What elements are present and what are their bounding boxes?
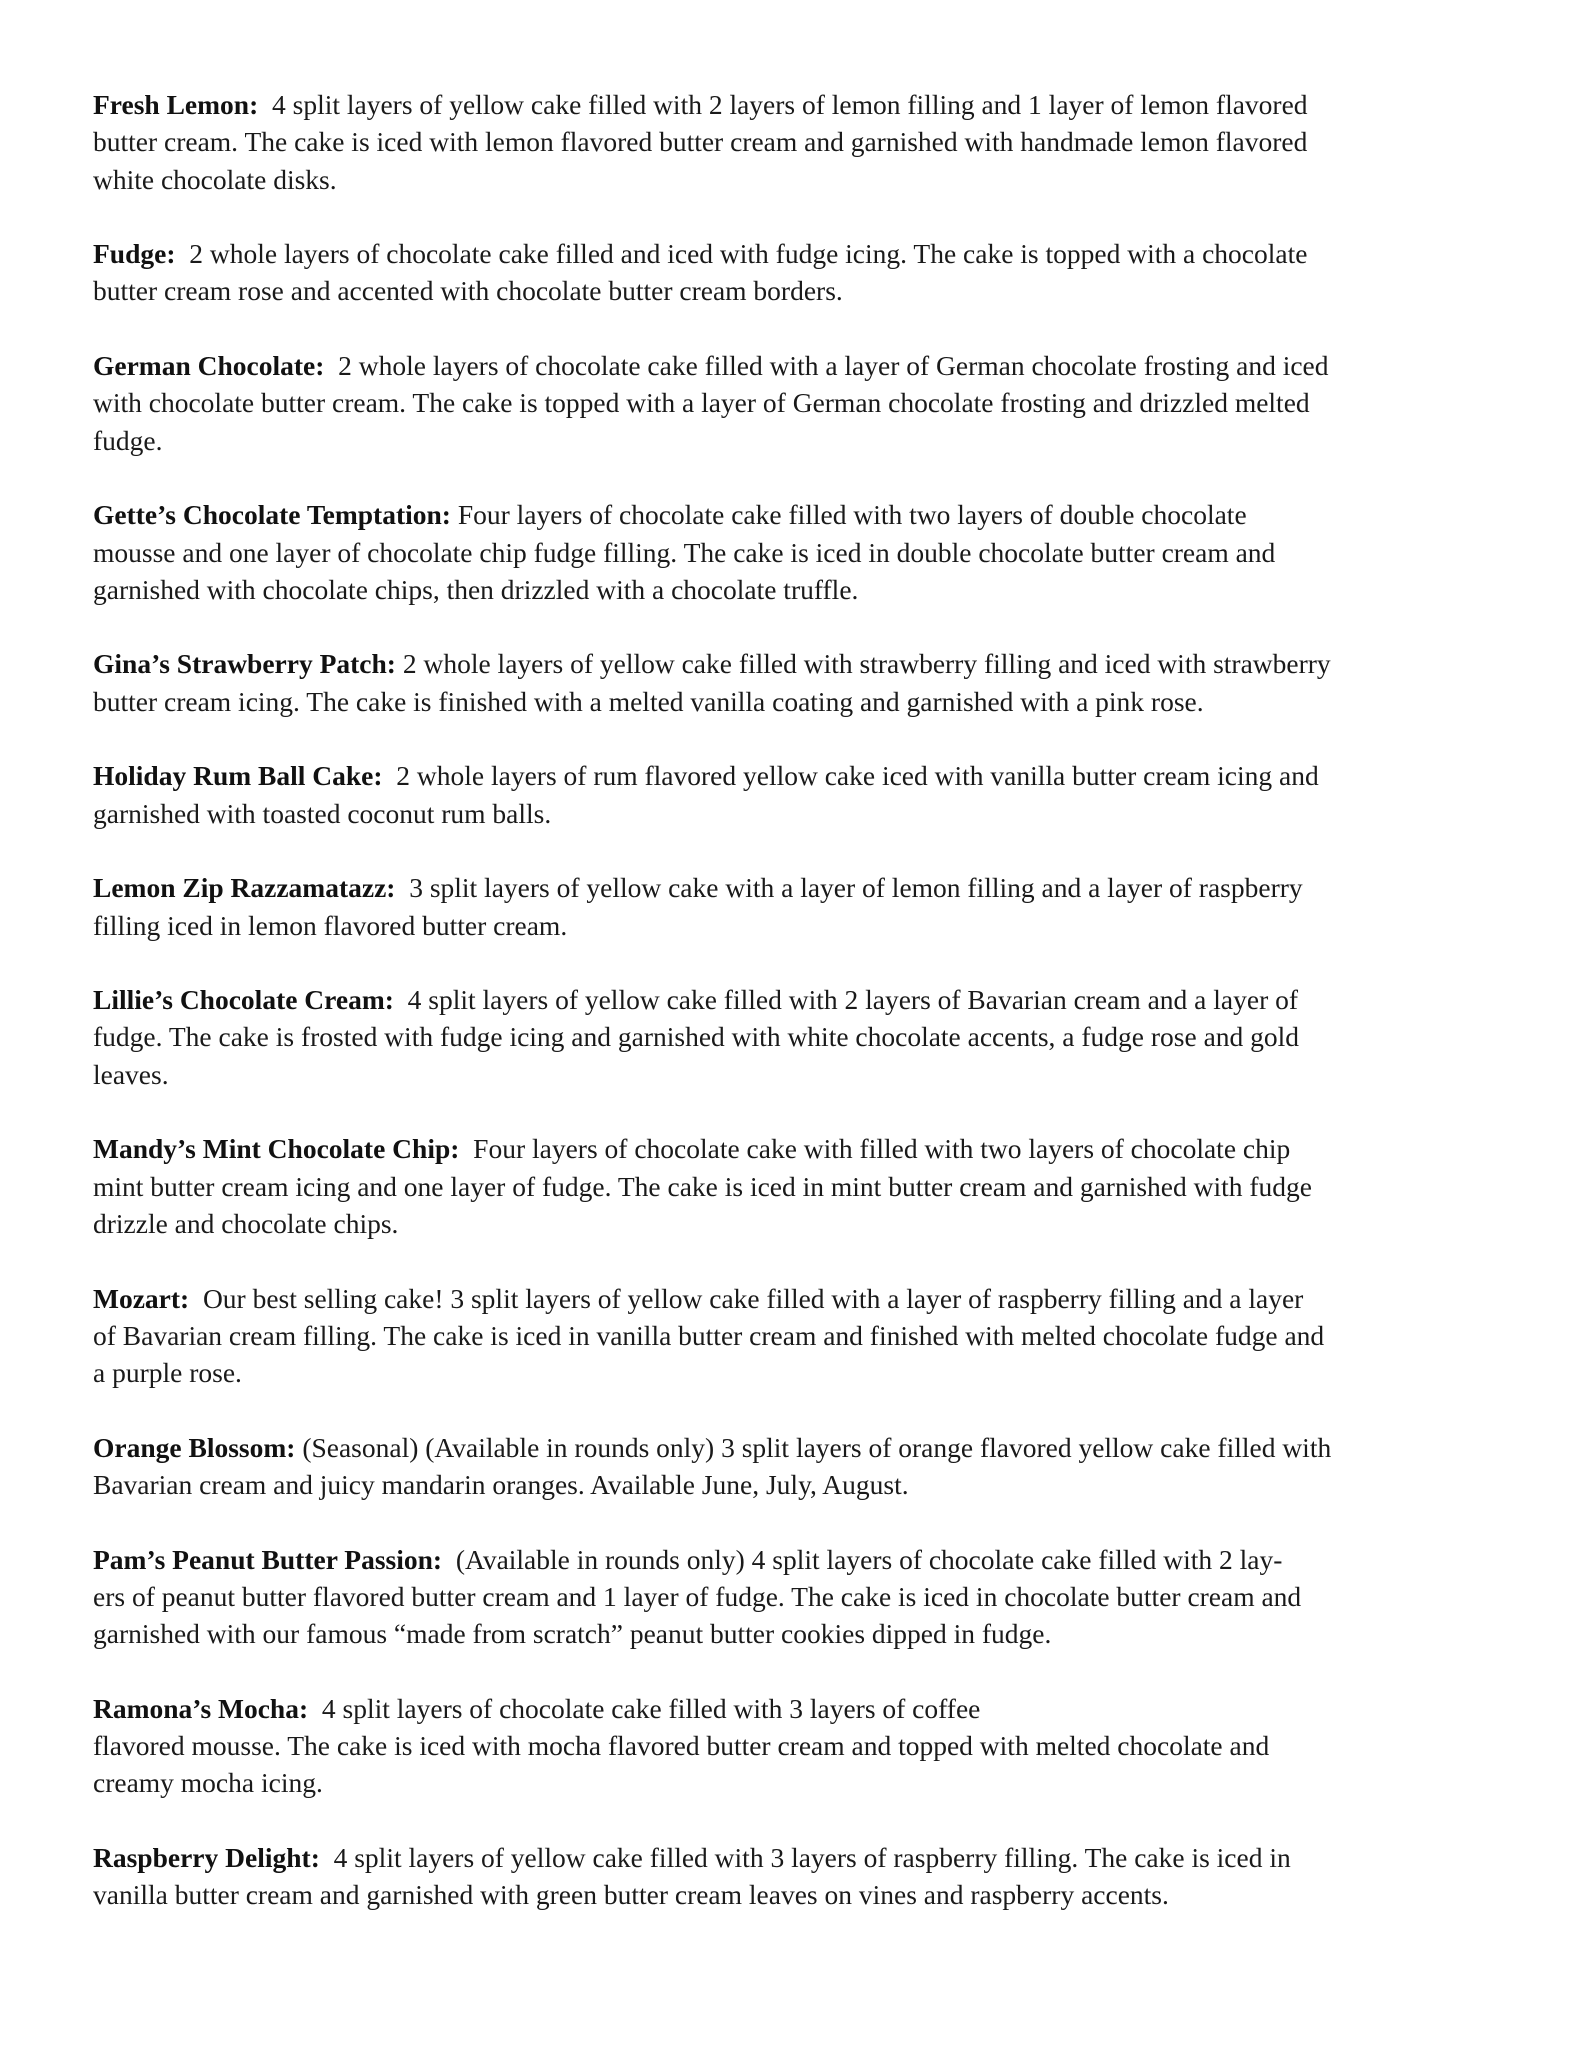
entry-line: a purple rose. <box>93 1357 242 1389</box>
entry-text: Four layers of chocolate cake filled with two layers of double chocolate <box>457 499 1247 531</box>
entry-text: 2 whole layers of yellow cake filled with strawberry filling and iced with strawberry <box>402 648 1331 680</box>
entry-orange-blossom <box>93 1429 1495 1504</box>
entry-line: garnished with chocolate chips, then drizzled with a chocolate truffle. <box>93 573 859 605</box>
entry-line <box>93 496 1495 533</box>
entry-text: (Available in rounds only) 4 split layers of chocolate cake filled with 2 lay- <box>455 1543 1283 1575</box>
entry-text: 3 split layers of yellow cake with a layer of lemon filling and a layer of raspberry <box>409 872 1303 904</box>
entry-line: mint butter cream icing and one layer of fudge. The cake is iced in mint butter cream and garnished with fudge <box>93 1170 1312 1202</box>
entry-line: filling iced in lemon flavored butter cream. <box>93 909 568 941</box>
entry-mandys-mint-chocolate-chip <box>93 1130 1495 1242</box>
cake-name: German Chocolate: <box>93 350 325 382</box>
cake-descriptions-document <box>93 86 1495 1951</box>
cake-name: Mandy’s Mint Chocolate Chip: <box>93 1133 460 1165</box>
entry-line <box>93 1280 1495 1317</box>
entry-line: white chocolate disks. <box>93 163 337 195</box>
entry-pams-peanut-butter-passion <box>93 1541 1495 1653</box>
entry-line: Bavarian cream and juicy mandarin oranges. Available June, July, August. <box>93 1468 909 1500</box>
entry-line <box>93 86 1495 123</box>
entry-line: butter cream rose and accented with chocolate butter cream borders. <box>93 275 843 307</box>
entry-line: mousse and one layer of chocolate chip fudge filling. The cake is iced in double chocolate butter cream and <box>93 536 1276 568</box>
entry-german-chocolate <box>93 347 1495 459</box>
entry-text: 4 split layers of yellow cake filled with 3 layers of raspberry filling. The cake is iced in <box>333 1841 1291 1873</box>
entry-line: vanilla butter cream and garnished with green butter cream leaves on vines and raspberry accents. <box>93 1879 1169 1911</box>
entry-text: 2 whole layers of rum flavored yellow cake iced with vanilla butter cream icing and <box>396 760 1319 792</box>
entry-line: flavored mousse. The cake is iced with mocha flavored butter cream and topped with melted chocolate and <box>93 1730 1270 1762</box>
entry-line <box>93 1429 1495 1466</box>
entry-line: garnished with toasted coconut rum balls. <box>93 797 552 829</box>
entry-line: fudge. The cake is frosted with fudge icing and garnished with white chocolate accents, a fudge rose and gold <box>93 1021 1300 1053</box>
entry-line <box>93 1690 1495 1727</box>
entry-line <box>93 869 1495 906</box>
cake-name: Gette’s Chocolate Temptation: <box>93 499 451 531</box>
entry-line: garnished with our famous “made from scratch” peanut butter cookies dipped in fudge. <box>93 1618 1052 1650</box>
entry-lemon-zip-razzamatazz <box>93 869 1495 944</box>
entry-line: ers of peanut butter flavored butter cream and 1 layer of fudge. The cake is iced in chocolate butter cream and <box>93 1580 1302 1612</box>
entry-line: with chocolate butter cream. The cake is topped with a layer of German chocolate frosting and drizzled melted <box>93 387 1310 419</box>
entry-fudge <box>93 235 1495 310</box>
cake-name: Ramona’s Mocha: <box>93 1692 309 1724</box>
entry-line <box>93 235 1495 272</box>
entry-line <box>93 347 1495 384</box>
cake-name: Fudge: <box>93 238 176 270</box>
entry-line <box>93 981 1495 1018</box>
entry-line <box>93 1541 1495 1578</box>
entry-line: fudge. <box>93 424 163 456</box>
entry-ginas-strawberry-patch <box>93 645 1495 720</box>
cake-name: Lemon Zip Razzamatazz: <box>93 872 396 904</box>
cake-name: Mozart: <box>93 1282 190 1314</box>
cake-name: Lillie’s Chocolate Cream: <box>93 984 394 1016</box>
entry-line: creamy mocha icing. <box>93 1767 323 1799</box>
entry-line <box>93 1130 1495 1167</box>
entry-lillies-chocolate-cream <box>93 981 1495 1093</box>
cake-name: Holiday Rum Ball Cake: <box>93 760 383 792</box>
entry-line <box>93 1839 1495 1876</box>
entry-line: butter cream. The cake is iced with lemon flavored butter cream and garnished with handmade lemon flavored <box>93 126 1308 158</box>
entry-mozart <box>93 1280 1495 1392</box>
entry-gettes-chocolate-temptation <box>93 496 1495 608</box>
entry-line: butter cream icing. The cake is finished with a melted vanilla coating and garnished with a pink rose. <box>93 685 1204 717</box>
entry-line: leaves. <box>93 1058 169 1090</box>
entry-raspberry-delight <box>93 1839 1495 1914</box>
entry-line <box>93 757 1495 794</box>
entry-ramonas-mocha <box>93 1690 1495 1802</box>
entry-holiday-rum-ball-cake <box>93 757 1495 832</box>
cake-name: Gina’s Strawberry Patch: <box>93 648 396 680</box>
cake-name: Orange Blossom: <box>93 1431 296 1463</box>
entry-line: of Bavarian cream filling. The cake is iced in vanilla butter cream and finished with melted chocolate fudge and <box>93 1319 1325 1351</box>
entry-line: drizzle and chocolate chips. <box>93 1207 399 1239</box>
cake-name: Pam’s Peanut Butter Passion: <box>93 1543 443 1575</box>
entry-line <box>93 645 1495 682</box>
cake-name: Fresh Lemon: <box>93 89 259 120</box>
entry-text: 2 whole layers of chocolate cake filled with a layer of German chocolate frosting and iced <box>338 350 1329 382</box>
entry-text: (Seasonal) (Available in rounds only) 3 split layers of orange flavored yellow cake filled with <box>302 1431 1332 1463</box>
entry-text: 4 split layers of yellow cake filled with 2 layers of Bavarian cream and a layer of <box>407 984 1299 1016</box>
entry-fresh-lemon <box>93 86 1495 198</box>
cake-name: Raspberry Delight: <box>93 1841 320 1873</box>
entry-text: Our best selling cake! 3 split layers of yellow cake filled with a layer of raspberry filling and a layer <box>202 1282 1304 1314</box>
entry-text: Four layers of chocolate cake with filled with two layers of chocolate chip <box>473 1133 1291 1165</box>
entry-text: 2 whole layers of chocolate cake filled and iced with fudge icing. The cake is topped with a chocolate <box>189 238 1308 270</box>
entry-text: 4 split layers of yellow cake filled with 2 layers of lemon filling and 1 layer of lemon flavored <box>272 89 1308 120</box>
entry-text: 4 split layers of chocolate cake filled with 3 layers of coffee <box>321 1692 981 1724</box>
